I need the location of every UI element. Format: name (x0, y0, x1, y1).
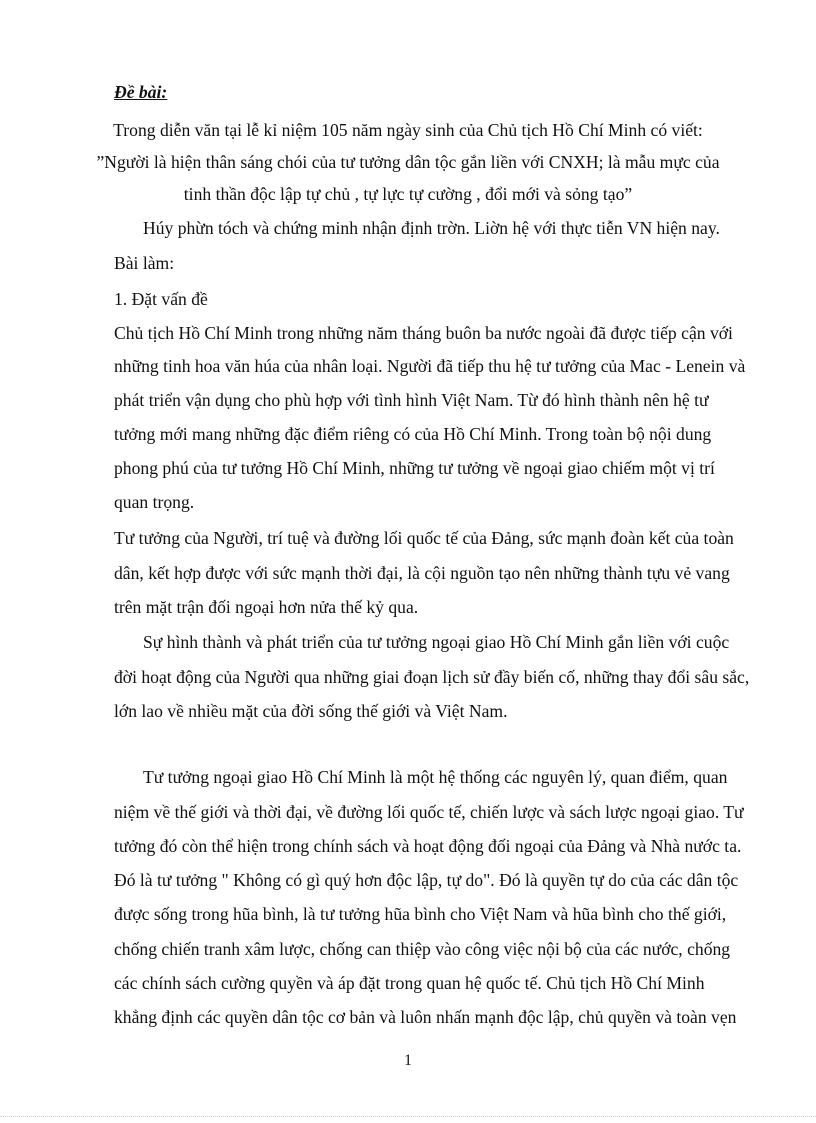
paragraph-line: phát triển vận dụng cho phù hợp với tình hình Việt Nam. Từ đó hình thành nên hệ tư (114, 390, 709, 410)
paragraph-line: được sống trong hũa bình, là tư tưởng hũa bình cho Việt Nam và hũa bình cho thế giới, (114, 904, 727, 924)
paragraph-line: tưởng mới mang những đặc điểm riêng có của Hồ Chí Minh. Trong toàn bộ nội dung (114, 424, 712, 444)
section-title: 1. Đặt vấn đề (114, 289, 208, 309)
paragraph-line: Đó là tư tưởng " Không có gì quý hơn độc lập, tự do". Đó là quyền tự do của các dân tộc (114, 870, 739, 890)
prompt-line: ”Người là hiện thân sáng chói của tư tưởng dân tộc gắn liền với CNXH; là mẫu mực của (96, 152, 720, 172)
prompt-line: Húy phừn tóch và chứng minh nhận định trờn. Liờn hệ với thực tiễn VN hiện nay. (143, 218, 720, 238)
paragraph-line: lớn lao về nhiều mặt của đời sống thế giới và Việt Nam. (114, 701, 508, 721)
paragraph-line: Sự hình thành và phát triển của tư tưởng ngoại giao Hồ Chí Minh gắn liền với cuộc (143, 632, 730, 652)
bai-lam-label: Bài làm: (114, 253, 175, 273)
paragraph-line: niệm về thế giới và thời đại, về đường lối quốc tế, chiến lược và sách lược ngoại giao. Tư (114, 802, 744, 822)
page-number: 1 (404, 1052, 412, 1069)
paragraph-line: đời hoạt động của Người qua những giai đoạn lịch sử đầy biến cố, những thay đổi sâu sắc, (114, 667, 750, 687)
paragraph-line: quan trọng. (114, 492, 195, 512)
paragraph-line: khẳng định các quyền dân tộc cơ bản và luôn nhấn mạnh độc lập, chủ quyền và toàn vẹn (114, 1007, 737, 1027)
prompt-line: Trong diễn văn tại lễ kỉ niệm 105 năm ngày sinh của Chủ tịch Hồ Chí Minh có viết: (113, 120, 703, 140)
paragraph-line: các chính sách cường quyền và áp đặt trong quan hệ quốc tế. Chủ tịch Hồ Chí Minh (114, 973, 705, 993)
paragraph-line: tưởng đó còn thể hiện trong chính sách và hoạt động đối ngoại của Đảng và Nhà nước ta. (114, 836, 742, 856)
assignment-heading: Đề bài: (114, 82, 168, 102)
paragraph-line: Tư tưởng của Người, trí tuệ và đường lối quốc tế của Đảng, sức mạnh đoàn kết của toàn (114, 528, 734, 548)
paragraph-line: dân, kết hợp được với sức mạnh thời đại, là cội nguồn tạo nên những thành tựu vẻ vang (114, 563, 730, 583)
paragraph-line: Tư tưởng ngoại giao Hồ Chí Minh là một hệ thống các nguyên lý, quan điểm, quan (143, 767, 728, 787)
prompt-line: tinh thần độc lập tự chủ , tự lực tự cường , đổi mới và sỏng tạo” (183, 184, 633, 204)
page-bottom-divider (0, 1116, 816, 1117)
paragraph-line: phong phú của tư tưởng Hồ Chí Minh, những tư tưởng về ngoại giao chiếm một vị trí (114, 458, 715, 478)
paragraph-line: Chủ tịch Hồ Chí Minh trong những năm tháng buôn ba nước ngoài đã được tiếp cận với (114, 323, 733, 343)
paragraph-line: trên mặt trận đối ngoại hơn nửa thế kỷ qua. (114, 597, 419, 617)
paragraph-line: chống chiến tranh xâm lược, chống can thiệp vào công việc nội bộ của các nước, chống (114, 939, 731, 959)
paragraph-line: những tinh hoa văn húa của nhân loại. Người đã tiếp thu hệ tư tưởng của Mac - Lenein và (114, 356, 746, 376)
